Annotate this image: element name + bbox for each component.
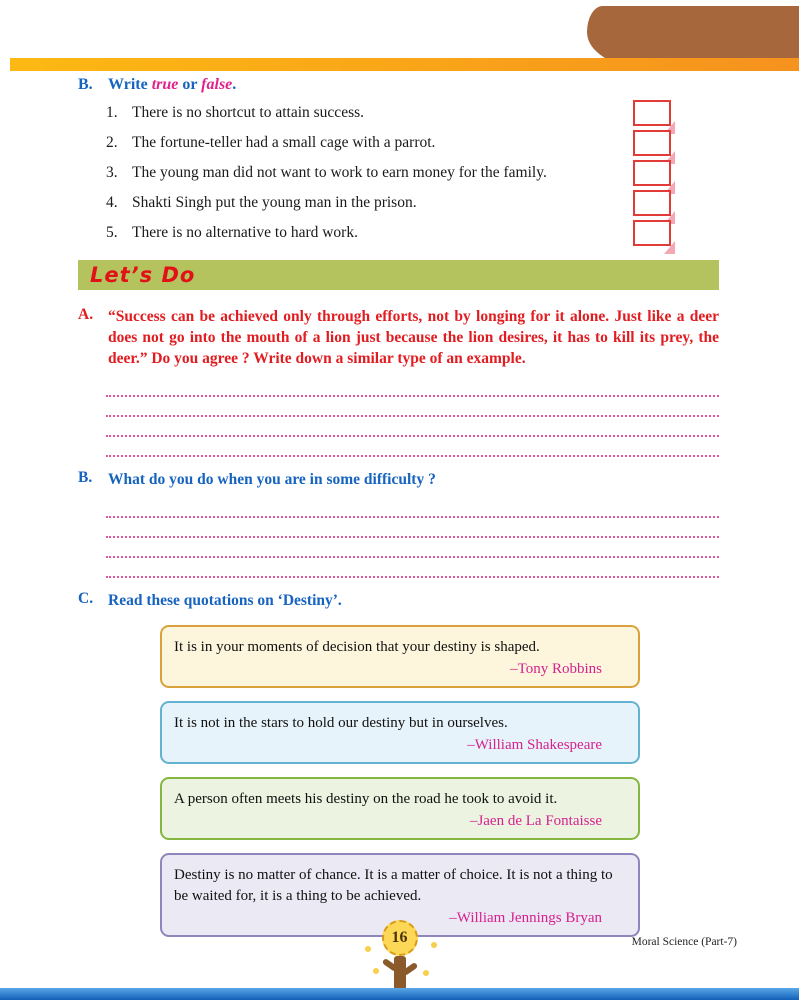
tree-trunk: [394, 956, 406, 990]
answer-line[interactable]: [106, 377, 719, 397]
item-text: There is no shortcut to attain success.: [132, 104, 365, 121]
prompt-write: Write: [108, 76, 148, 93]
answer-lines-b: [106, 498, 719, 578]
answer-box[interactable]: [633, 130, 671, 156]
sparkle-dot: [423, 970, 429, 976]
true-false-section: [78, 76, 719, 246]
answer-line[interactable]: [106, 397, 719, 417]
quote-author: –Jaen de La Fontaisse: [469, 813, 602, 829]
true-false-item: [78, 100, 719, 126]
item-number: 5.: [106, 224, 118, 241]
lets-do-title: Let’s Do: [90, 263, 196, 287]
answer-line[interactable]: [106, 538, 719, 558]
answer-line[interactable]: [106, 518, 719, 538]
page-content: [0, 76, 799, 950]
section-label-c: C.: [78, 590, 94, 607]
activity-b-question: What do you do when you are in some difficulty ?: [108, 471, 436, 488]
answer-box[interactable]: [633, 220, 671, 246]
prompt-period: .: [232, 76, 237, 93]
true-false-item: [78, 220, 719, 246]
item-number: 4.: [106, 194, 118, 211]
activity-b: [78, 469, 719, 490]
answer-line[interactable]: [106, 417, 719, 437]
sparkle-dot: [373, 968, 379, 974]
quote-card: [160, 625, 640, 688]
quote-author: –William Shakespeare: [467, 737, 602, 753]
item-number: 1.: [106, 104, 118, 121]
item-number: 3.: [106, 164, 118, 181]
activity-c: [78, 590, 719, 611]
quote-card: [160, 777, 640, 840]
quote-author: –Tony Robbins: [510, 661, 602, 677]
quote-text: Destiny is no matter of chance. It is a matter of choice. It is not a thing to be waited for, it is a thing to be achieved.: [174, 867, 613, 904]
true-false-heading: [78, 76, 719, 94]
answer-line[interactable]: [106, 498, 719, 518]
prompt-or: or: [182, 76, 198, 93]
activity-c-heading: Read these quotations on ‘Destiny’.: [108, 592, 342, 609]
answer-box[interactable]: [633, 190, 671, 216]
quote-text: A person often meets his destiny on the road he took to avoid it.: [174, 791, 558, 807]
answer-box[interactable]: [633, 160, 671, 186]
true-false-item: [78, 190, 719, 216]
answer-box[interactable]: [633, 100, 671, 126]
quotes-list: [160, 625, 640, 937]
book-title-footer: Moral Science (Part-7): [631, 936, 737, 948]
quote-text: It is in your moments of decision that your destiny is shaped.: [174, 639, 540, 655]
prompt-false: false: [201, 76, 233, 93]
sparkle-dot: [365, 946, 371, 952]
section-label-a: A.: [78, 306, 94, 323]
item-number: 2.: [106, 134, 118, 151]
quote-author: –William Jennings Bryan: [449, 910, 602, 926]
item-text: There is no alternative to hard work.: [132, 224, 358, 241]
answer-line[interactable]: [106, 558, 719, 578]
section-label-b2: B.: [78, 469, 93, 486]
quote-card: [160, 701, 640, 764]
activity-a: [78, 306, 719, 369]
quote-text: It is not in the stars to hold our destiny but in ourselves.: [174, 715, 508, 731]
tree-illustration: [355, 920, 445, 990]
section-label-b: B.: [78, 76, 93, 93]
item-text: The fortune-teller had a small cage with a parrot.: [132, 134, 436, 151]
true-false-item: [78, 160, 719, 186]
answer-line[interactable]: [106, 437, 719, 457]
activity-a-question: “Success can be achieved only through efforts, not by longing for it alone. Just like a deer does not go into the mouth of a lion just because the lion desires, it has to kill its prey, the deer.” Do you agree ? Write down a similar type of an example.: [108, 308, 719, 367]
sparkle-dot: [431, 942, 437, 948]
item-text: Shakti Singh put the young man in the prison.: [132, 194, 417, 211]
top-rule-bar: [10, 58, 799, 71]
true-false-item: [78, 130, 719, 156]
lets-do-banner: [78, 260, 719, 290]
answer-lines-a: [106, 377, 719, 457]
item-text: The young man did not want to work to earn money for the family.: [132, 164, 547, 181]
bottom-border-bar: [0, 988, 799, 1000]
prompt-true: true: [151, 76, 179, 93]
page-number: 16: [382, 920, 418, 956]
